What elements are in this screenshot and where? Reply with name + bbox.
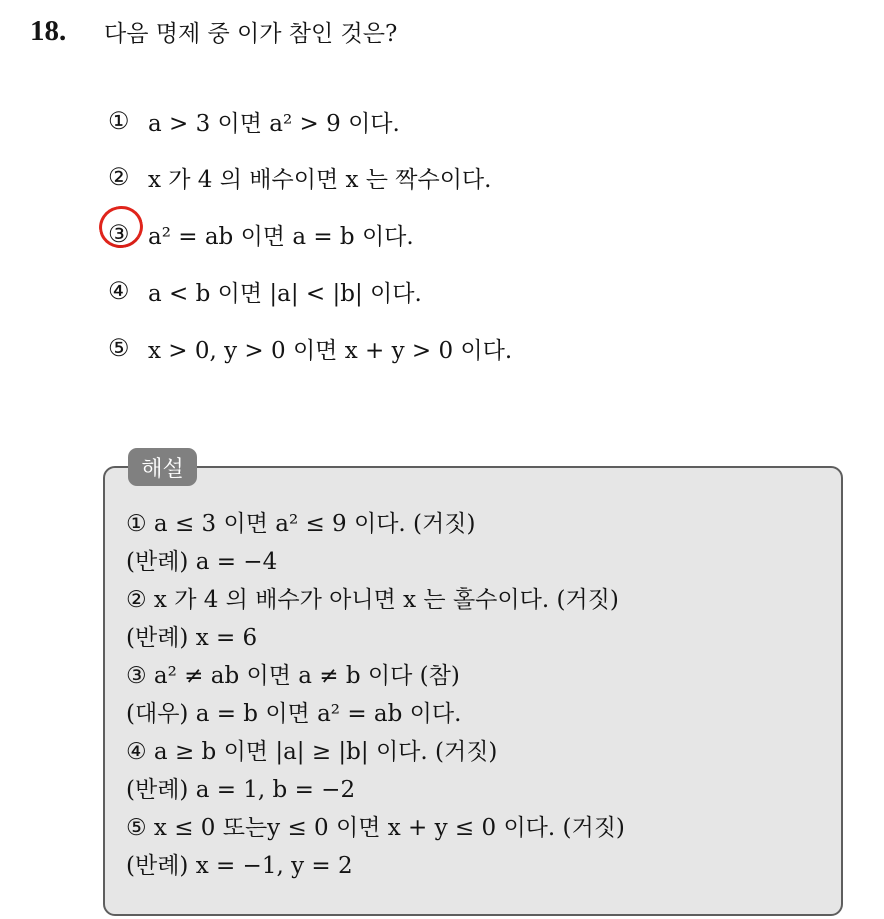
choice-3[interactable] (108, 217, 414, 251)
solution-line: (반례) a = 1, b = −2 (126, 776, 356, 803)
choice-5-marker: ⑤ (108, 334, 130, 362)
solution-line: ⑤ x ≤ 0 또는y ≤ 0 이면 x + y ≤ 0 이다. (거짓) (126, 814, 625, 841)
choice-3-text: a² = ab 이면 a = b 이다. (148, 223, 414, 250)
choice-4[interactable] (108, 274, 422, 308)
solution-line: (반례) x = −1, y = 2 (126, 852, 353, 879)
choice-4-text: a < b 이면 |a| < |b| 이다. (148, 280, 422, 307)
choice-2-marker: ② (108, 163, 130, 191)
solution-line: ② x 가 4 의 배수가 아니면 x 는 홀수이다. (거짓) (126, 586, 619, 613)
solution-line: (반례) x = 6 (126, 624, 258, 651)
solution-line: ① a ≤ 3 이면 a² ≤ 9 이다. (거짓) (126, 510, 476, 537)
question-prompt: 다음 명제 중 이가 참인 것은? (104, 20, 398, 47)
choice-4-marker: ④ (108, 277, 130, 305)
choice-1-marker: ① (108, 107, 130, 135)
question-header (30, 14, 397, 48)
choice-3-marker: ③ (108, 220, 130, 248)
question-number: 18. (30, 14, 67, 47)
solution-line: ③ a² ≠ ab 이면 a ≠ b 이다 (참) (126, 662, 460, 689)
choice-1[interactable] (108, 104, 400, 138)
choice-5-text: x > 0, y > 0 이면 x + y > 0 이다. (148, 337, 513, 364)
solution-line: (반례) a = −4 (126, 548, 278, 575)
choice-2-text: x 가 4 의 배수이면 x 는 짝수이다. (148, 166, 492, 193)
choice-2[interactable] (108, 160, 491, 194)
solution-line: (대우) a = b 이면 a² = ab 이다. (126, 700, 462, 727)
choice-5[interactable] (108, 331, 512, 365)
solution-label: 해설 (128, 448, 197, 486)
solution-line: ④ a ≥ b 이면 |a| ≥ |b| 이다. (거짓) (126, 738, 498, 765)
choice-1-text: a > 3 이면 a² > 9 이다. (148, 110, 400, 137)
